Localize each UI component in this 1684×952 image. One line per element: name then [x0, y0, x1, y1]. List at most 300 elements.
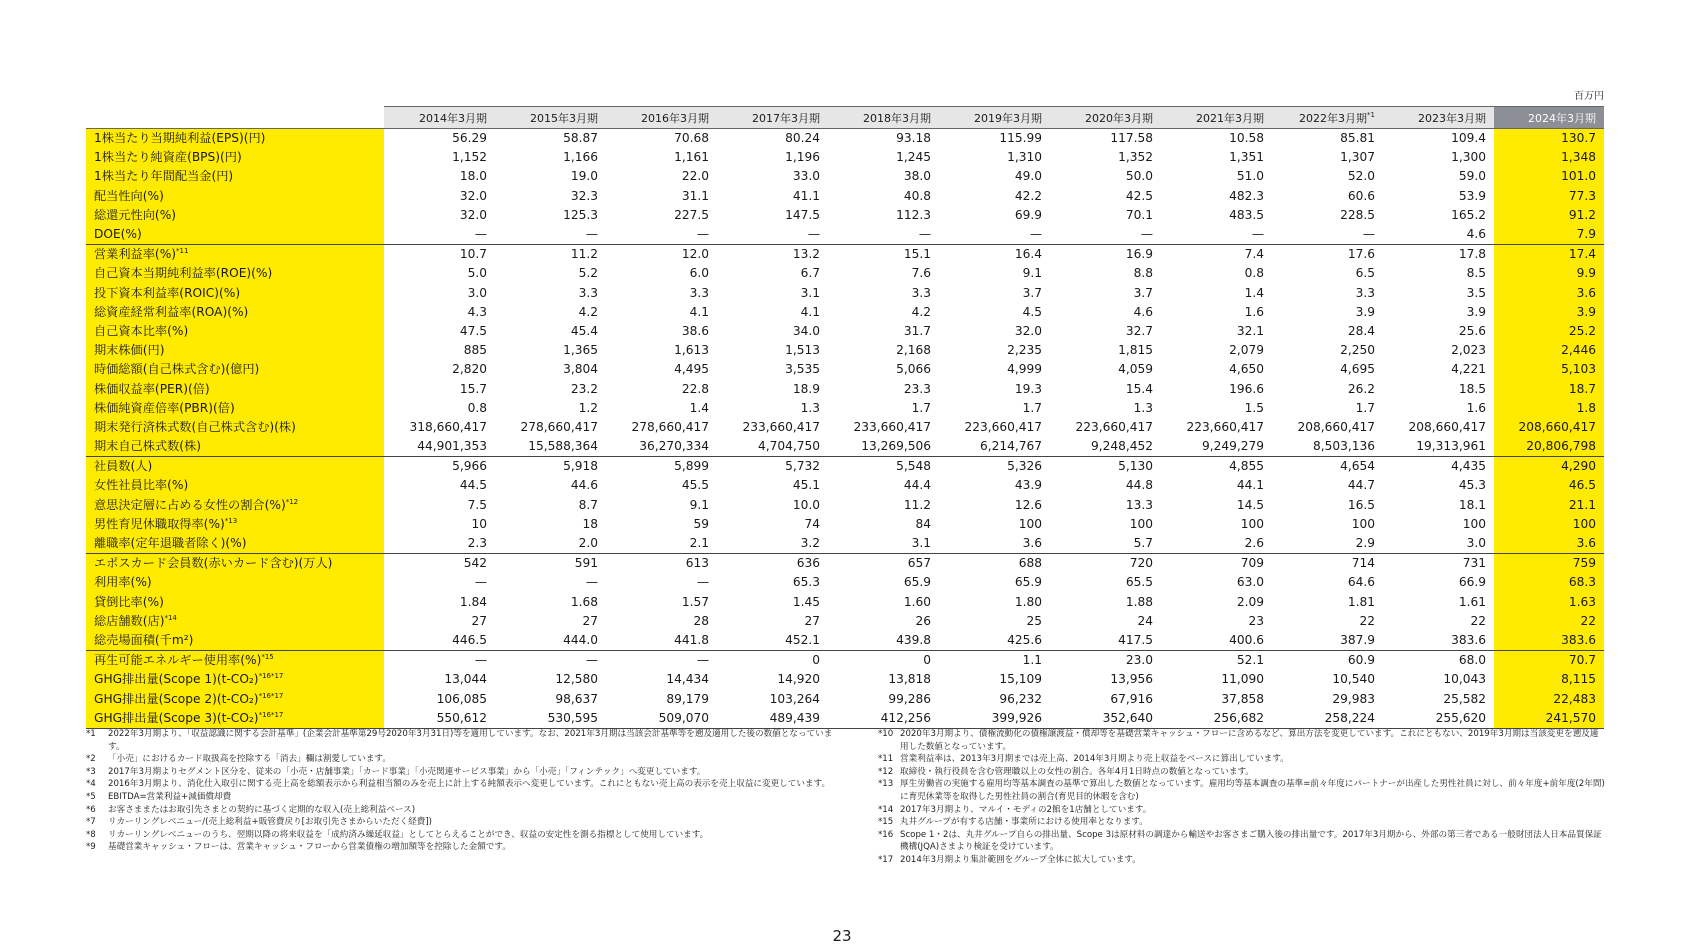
value-cell: 14,920 [777, 672, 820, 687]
footnote-mark: *1 [86, 729, 96, 739]
value-cell: 8.7 [578, 497, 598, 512]
value-cell: 56.29 [384, 129, 495, 149]
row-label [86, 612, 384, 631]
value-cell: 65.9 [903, 575, 931, 590]
row-label [86, 593, 384, 612]
table-row [86, 360, 1604, 379]
value-cell: 53.9 [1458, 188, 1486, 203]
value-cell: 591 [495, 554, 606, 574]
footnote-text: 2014年3月期より集計範囲をグループ全体に拡大しています。 [900, 854, 1141, 865]
value-cell: 17.8 [1383, 245, 1494, 265]
value-cell: 1,815 [1118, 343, 1153, 358]
value-cell: 68.0 [1383, 651, 1494, 671]
value-cell: 1.57 [681, 594, 709, 609]
year-label: 2024年3月期 [1528, 111, 1596, 125]
value-cell: 27 [582, 613, 598, 628]
value-cell: 65.3 [792, 575, 820, 590]
row-label-text: 利用率(%) [94, 575, 152, 590]
value-cell: 4,221 [1451, 362, 1486, 377]
value-cell: 4.3 [467, 304, 487, 319]
footnote [86, 829, 846, 842]
value-cell-highlight: 46.5 [1494, 476, 1604, 495]
value-cell: 45.3 [1458, 478, 1486, 493]
value-cell: — [1029, 227, 1042, 242]
value-cell: 44.1 [1236, 478, 1264, 493]
year-header-2 [606, 107, 717, 129]
row-label-text: 再生可能エネルギー使用率(%) [94, 653, 262, 668]
footnote-text: リカーリングレベニューのうち、翌期以降の将来収益を「成約済み繰延収益」としてとらえることができ、収益の安定性を測る指標として使用しています。 [108, 829, 709, 840]
footnote [878, 854, 1606, 867]
row-label [86, 457, 384, 477]
value-cell: 23.0 [1050, 651, 1161, 671]
value-cell: 5,732 [717, 457, 828, 477]
value-cell-highlight: 9.9 [1494, 264, 1604, 283]
value-cell: 4.2 [911, 304, 931, 319]
value-cell: 636 [717, 554, 828, 574]
value-cell: 32.3 [570, 188, 598, 203]
row-label [86, 187, 384, 206]
value-cell: 15.7 [459, 381, 487, 396]
value-cell: 44.4 [903, 478, 931, 493]
value-cell: 22.8 [681, 381, 709, 396]
value-cell-highlight: 3.6 [1494, 284, 1604, 303]
footnote-mark: *3 [86, 766, 96, 777]
value-cell: 60.9 [1272, 651, 1383, 671]
value-cell-highlight: 383.6 [1494, 631, 1604, 651]
value-cell: 22 [1470, 613, 1486, 628]
value-cell: 1,310 [1007, 150, 1042, 165]
year-header-1 [495, 107, 606, 129]
value-cell: — [384, 651, 495, 671]
value-cell: 7.5 [467, 497, 487, 512]
value-cell: 4.2 [578, 304, 598, 319]
value-cell: 74 [804, 516, 820, 531]
value-cell: 5.7 [1133, 536, 1153, 551]
value-cell: 93.18 [828, 129, 939, 149]
table-row [86, 303, 1604, 322]
value-cell: 1.3 [1133, 400, 1153, 415]
value-cell: 278,660,417 [631, 419, 709, 434]
value-cell: 25.6 [1458, 323, 1486, 338]
value-cell-highlight: 100 [1494, 515, 1604, 534]
value-cell: 27 [471, 613, 487, 628]
value-cell: 2.9 [1355, 536, 1375, 551]
row-label-text: GHG排出量(Scope 1)(t-CO₂) [94, 672, 259, 687]
footnote [86, 804, 846, 817]
value-cell: 13.3 [1125, 497, 1153, 512]
value-cell: 37,858 [1221, 691, 1264, 706]
row-label [86, 148, 384, 167]
value-cell: 1.61 [1458, 594, 1486, 609]
value-cell: 5,326 [939, 457, 1050, 477]
value-cell: 233,660,417 [853, 419, 931, 434]
footnote-mark: *5 [86, 791, 96, 802]
value-cell: 2.09 [1236, 594, 1264, 609]
value-cell: — [696, 227, 709, 242]
value-cell: 6,214,767 [979, 439, 1042, 454]
value-cell: 147.5 [785, 207, 820, 222]
value-cell-highlight: 68.3 [1494, 573, 1604, 592]
footnote [86, 778, 846, 791]
footnote-text: お客さままたはお取引先さまとの契約に基づく定期的な収入(売上総利益ベース) [108, 804, 416, 815]
value-cell: 4,704,750 [757, 439, 820, 454]
value-cell: 3.0 [1466, 536, 1486, 551]
value-cell: 228.5 [1340, 207, 1375, 222]
footnote-text: 営業利益率は、2013年3月期までは売上高、2014年3月期より売上収益をベースに算出しています。 [900, 754, 1289, 765]
value-cell-highlight: 5,103 [1494, 360, 1604, 379]
year-label: 2015年3月期 [530, 111, 598, 125]
value-cell: 3,535 [785, 362, 820, 377]
value-cell: 9.1 [689, 497, 709, 512]
table-row [86, 225, 1604, 245]
row-label-text: 1株当たり純資産(BPS)(円) [94, 150, 242, 165]
value-cell: 32.0 [1014, 323, 1042, 338]
value-cell: — [1251, 227, 1264, 242]
value-cell: 28.4 [1347, 323, 1375, 338]
table-row [86, 709, 1604, 729]
footnote [86, 791, 846, 804]
row-label [86, 573, 384, 592]
value-cell: 4,495 [674, 362, 709, 377]
value-cell: 13,818 [888, 672, 931, 687]
row-label-text: 離職率(定年退職者除く)(%) [94, 536, 247, 551]
value-cell: 13,044 [444, 672, 487, 687]
value-cell: 17.6 [1272, 245, 1383, 265]
value-cell-highlight: 3.9 [1494, 303, 1604, 322]
value-cell: — [474, 227, 487, 242]
value-cell: — [807, 227, 820, 242]
value-cell: 38.6 [681, 323, 709, 338]
row-footnote-mark: *13 [224, 516, 238, 525]
table-row [86, 245, 1604, 265]
value-cell: 18 [582, 516, 598, 531]
year-header-0 [384, 107, 495, 129]
row-label-text: 総売場面積(千m²) [94, 632, 194, 647]
table-row [86, 515, 1604, 534]
footnote-mark: *12 [878, 766, 894, 777]
value-cell: 452.1 [785, 632, 820, 647]
footnote-mark: *13 [878, 779, 894, 790]
value-cell: 51.0 [1236, 169, 1264, 184]
row-footnote-mark: *16*17 [258, 710, 284, 719]
table-row [86, 612, 1604, 631]
value-cell: 5,918 [495, 457, 606, 477]
value-cell: 4,059 [1118, 362, 1153, 377]
value-cell: 3.7 [1022, 285, 1042, 300]
value-cell: 44.8 [1125, 478, 1153, 493]
year-label: 2017年3月期 [752, 111, 820, 125]
row-label-text: 女性社員比率(%) [94, 478, 189, 493]
value-cell: 106,085 [436, 691, 487, 706]
value-cell: 33.0 [792, 169, 820, 184]
row-label-text: エポスカード会員数(赤いカード含む)(万人) [94, 556, 333, 571]
value-cell: 4,654 [1272, 457, 1383, 477]
value-cell: 3.2 [800, 536, 820, 551]
value-cell: 67,916 [1110, 691, 1153, 706]
year-label: 2020年3月期 [1085, 111, 1153, 125]
footnote-mark: *7 [86, 817, 96, 828]
value-cell: 1.88 [1125, 594, 1153, 609]
value-cell: 714 [1272, 554, 1383, 574]
value-cell: 85.81 [1272, 129, 1383, 149]
value-cell: 387.9 [1340, 632, 1375, 647]
value-cell: 70.68 [606, 129, 717, 149]
value-cell: 3.3 [1355, 285, 1375, 300]
value-cell: 15,109 [999, 672, 1042, 687]
value-cell: 483.5 [1229, 207, 1264, 222]
value-cell: 1.60 [903, 594, 931, 609]
value-cell: 31.1 [681, 188, 709, 203]
table-row [86, 264, 1604, 283]
value-cell: 11,090 [1221, 672, 1264, 687]
value-cell: 4.6 [1466, 227, 1486, 242]
table-row [86, 341, 1604, 360]
value-cell: 208,660,417 [1408, 419, 1486, 434]
value-cell: 15.1 [828, 245, 939, 265]
footnote-text: 取締役・執行役員を含む管理職以上の女性の割合。各年4月1日時点の数値となっています。 [900, 766, 1254, 777]
value-cell: 482.3 [1229, 188, 1264, 203]
value-cell: 11.2 [903, 497, 931, 512]
value-cell: 84 [915, 516, 931, 531]
row-label [86, 129, 384, 149]
row-label-text: 投下資本利益率(ROIC)(%) [94, 285, 241, 300]
value-cell: 13,956 [1110, 672, 1153, 687]
value-cell: 16.4 [939, 245, 1050, 265]
row-label [86, 418, 384, 437]
value-cell: 256,682 [1161, 709, 1272, 729]
value-cell: 8.5 [1466, 266, 1486, 281]
value-cell: 14,434 [666, 672, 709, 687]
year-label: 2014年3月期 [419, 111, 487, 125]
value-cell-highlight: 101.0 [1494, 167, 1604, 186]
value-cell: 4.1 [800, 304, 820, 319]
value-cell: 59 [693, 516, 709, 531]
footnote [878, 728, 1606, 753]
value-cell: 18.9 [792, 381, 820, 396]
value-cell: 9.1 [1022, 266, 1042, 281]
value-cell: 3.9 [1355, 304, 1375, 319]
value-cell-highlight: 22 [1494, 612, 1604, 631]
value-cell-highlight: 4,290 [1494, 457, 1604, 477]
value-cell: 165.2 [1451, 207, 1486, 222]
value-cell: — [495, 651, 606, 671]
footnote-text: 丸井グループが有する店舗・事業所における使用率となります。 [900, 817, 1148, 828]
value-cell: 318,660,417 [409, 419, 487, 434]
value-cell: 9,249,279 [1201, 439, 1264, 454]
footnote-mark: *10 [878, 729, 894, 739]
row-label-text: 自己資本当期純利益率(ROE)(%) [94, 266, 273, 281]
table-row [86, 593, 1604, 612]
footnote-mark: *4 [86, 779, 96, 790]
table-row [86, 322, 1604, 341]
value-cell: 3.5 [1466, 285, 1486, 300]
value-cell-highlight: 7.9 [1494, 225, 1604, 245]
year-label: 2022年3月期 [1299, 111, 1368, 125]
value-cell: 444.0 [563, 632, 598, 647]
value-cell: 23.2 [570, 381, 598, 396]
value-cell: 0.8 [467, 400, 487, 415]
footnote-text: リカーリングレベニュー/(売上総利益+販管費戻り[お取引先さまからいただく経費]) [108, 817, 433, 828]
value-cell-highlight: 70.7 [1494, 651, 1604, 671]
value-cell: 2,235 [1007, 343, 1042, 358]
table-row [86, 670, 1604, 689]
footnote-mark: *14 [878, 804, 894, 815]
value-cell: — [474, 575, 487, 590]
row-label [86, 534, 384, 554]
value-cell: 1.80 [1014, 594, 1042, 609]
value-cell: 4,695 [1340, 362, 1375, 377]
value-cell: 26 [915, 613, 931, 628]
value-cell: 22 [1359, 613, 1375, 628]
row-label-text: 配当性向(%) [94, 188, 164, 203]
table-row [86, 496, 1604, 515]
value-cell: 1,613 [674, 343, 709, 358]
value-cell: 60.6 [1347, 188, 1375, 203]
value-cell: 1,196 [785, 150, 820, 165]
footnote [86, 816, 846, 829]
value-cell: 3.0 [467, 285, 487, 300]
value-cell: 3.1 [800, 285, 820, 300]
footnote-mark: *9 [86, 842, 96, 853]
footnote [86, 728, 846, 753]
footnote-text: 2016年3月期より、消化仕入取引に関する売上高を総額表示から利益相当額のみを売上に計上する純額表示へ変更しています。これにともない売上高の表示を売上収益に変更しています。 [108, 779, 831, 790]
value-cell: 1.7 [911, 400, 931, 415]
value-cell: 32.0 [459, 188, 487, 203]
row-label-text: DOE(%) [94, 227, 142, 242]
value-cell: 28 [693, 613, 709, 628]
value-cell: 3,804 [563, 362, 598, 377]
value-cell: 2,820 [452, 362, 487, 377]
value-cell: 100 [1351, 516, 1375, 531]
value-cell: 3.3 [689, 285, 709, 300]
row-label [86, 264, 384, 283]
value-cell: 412,256 [828, 709, 939, 729]
value-cell: 255,620 [1383, 709, 1494, 729]
value-cell: 98,637 [555, 691, 598, 706]
value-cell: 80.24 [717, 129, 828, 149]
table-row [86, 167, 1604, 186]
table-row [86, 554, 1604, 574]
table-row [86, 129, 1604, 149]
table-row [86, 534, 1604, 554]
value-cell: 657 [828, 554, 939, 574]
row-footnote-mark: *15 [261, 653, 274, 662]
table-row [86, 573, 1604, 592]
value-cell: 19.0 [570, 169, 598, 184]
value-cell: 19.3 [1014, 381, 1042, 396]
value-cell-highlight: 208,660,417 [1494, 418, 1604, 437]
value-cell: 117.58 [1050, 129, 1161, 149]
value-cell: 550,612 [384, 709, 495, 729]
value-cell: 44.5 [459, 478, 487, 493]
value-cell: 96,232 [999, 691, 1042, 706]
value-cell-highlight: 241,570 [1494, 709, 1604, 729]
year-header-10 [1494, 107, 1604, 129]
value-cell: 45.4 [570, 323, 598, 338]
value-cell: 1.84 [459, 594, 487, 609]
value-cell: 25 [1026, 613, 1042, 628]
value-cell: 5,966 [384, 457, 495, 477]
row-label [86, 689, 384, 708]
unit-label: 百万円 [1574, 91, 1604, 102]
value-cell: 4,650 [1229, 362, 1264, 377]
row-label [86, 206, 384, 225]
value-cell-highlight: 2,446 [1494, 341, 1604, 360]
value-cell: 100 [1462, 516, 1486, 531]
footnote-text: EBITDA=営業利益+減価償却費 [108, 791, 232, 802]
value-cell: 3.3 [911, 285, 931, 300]
row-label-text: 社員数(人) [94, 459, 153, 474]
header-blank-cell [86, 107, 384, 129]
table-row [86, 187, 1604, 206]
row-label [86, 496, 384, 515]
year-header-8 [1272, 107, 1383, 129]
value-cell: 49.0 [1014, 169, 1042, 184]
value-cell: 32.0 [459, 207, 487, 222]
value-cell: 542 [384, 554, 495, 574]
value-cell: 4,435 [1383, 457, 1494, 477]
value-cell: 3.9 [1466, 304, 1486, 319]
value-cell: 10.7 [384, 245, 495, 265]
value-cell-highlight: 130.7 [1494, 129, 1604, 149]
row-label-text: 期末株価(円) [94, 343, 165, 358]
value-cell: 103,264 [769, 691, 820, 706]
value-cell: 1.45 [792, 594, 820, 609]
footnote-text: 「小売」におけるカード取扱高を控除する「消去」欄は割愛しています。 [108, 754, 391, 765]
year-header-3 [717, 107, 828, 129]
row-label [86, 651, 384, 671]
value-cell: 208,660,417 [1297, 419, 1375, 434]
row-label-text: 期末自己株式数(株) [94, 439, 202, 454]
row-label-text: 時価総額(自己株式含む)(億円) [94, 362, 260, 377]
footnote-mark: *2 [86, 754, 96, 765]
footnote [878, 804, 1606, 817]
value-cell: 1.1 [939, 651, 1050, 671]
value-cell: 58.87 [495, 129, 606, 149]
value-cell: 1,365 [563, 343, 598, 358]
value-cell: 4.6 [1133, 304, 1153, 319]
value-cell: 1.4 [689, 400, 709, 415]
value-cell: 399,926 [939, 709, 1050, 729]
footnote-mark: *15 [878, 817, 894, 828]
row-label [86, 709, 384, 729]
value-cell: 1.81 [1347, 594, 1375, 609]
value-cell-highlight: 77.3 [1494, 187, 1604, 206]
footnote-text: Scope 1・2は、丸井グループ自らの排出量、Scope 3は原材料の調達から輸送やお客さまご購入後の排出量です。2017年3月期から、外部の第三者である一般財団法人日本品質保証機構(JQA)さまより検証を受けています。 [900, 829, 1602, 853]
value-cell: 18.5 [1458, 381, 1486, 396]
row-label-text: GHG排出量(Scope 3)(t-CO₂) [94, 710, 259, 725]
value-cell: 45.5 [681, 478, 709, 493]
value-cell: 109.4 [1383, 129, 1494, 149]
value-cell: 16.5 [1347, 497, 1375, 512]
value-cell: 100 [1129, 516, 1153, 531]
row-label [86, 631, 384, 651]
year-footnote-mark: *1 [1367, 110, 1375, 119]
row-label-text: 営業利益率(%) [94, 247, 177, 262]
footnote [878, 816, 1606, 829]
value-cell: 6.5 [1355, 266, 1375, 281]
value-cell: 1,351 [1229, 150, 1264, 165]
footnote-mark: *17 [878, 854, 894, 865]
table-row [86, 651, 1604, 671]
value-cell: 29,983 [1332, 691, 1375, 706]
row-label [86, 360, 384, 379]
value-cell: 4,999 [1007, 362, 1042, 377]
value-cell: 36,270,334 [639, 439, 709, 454]
value-cell: 52.0 [1347, 169, 1375, 184]
footnote-text: 2020年3月期より、債権流動化の債権譲渡益・償却等を基礎営業キャッシュ・フローに含めるなど、算出方法を変更しています。これにともない、2019年3月期は当該変更を遡及適用した数値となっています。 [900, 729, 1599, 752]
value-cell: 23 [1248, 613, 1264, 628]
